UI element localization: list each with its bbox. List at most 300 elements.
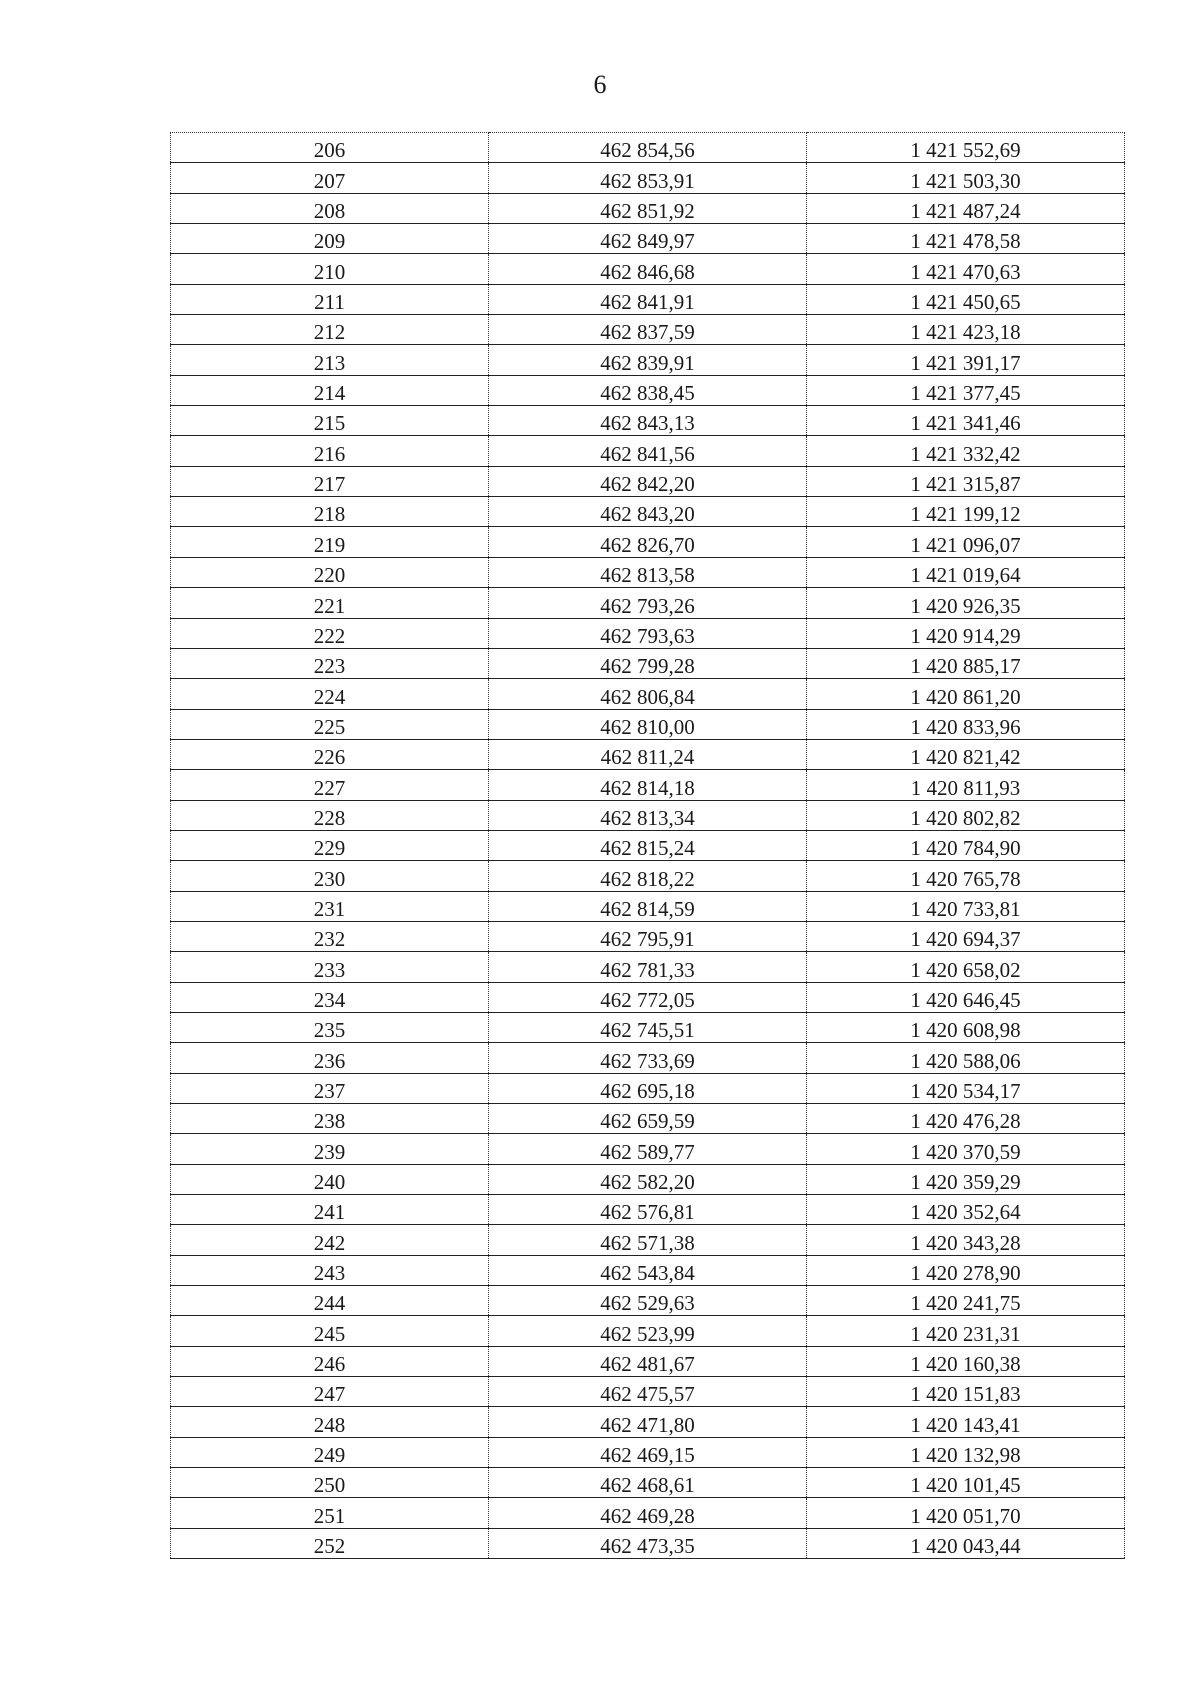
cell-text: 212 [313,320,346,345]
x-coordinate-cell [489,1164,807,1194]
cell-text: 225 [313,714,346,739]
cell-text: 210 [313,259,346,284]
cell-text: 1 420 821,42 [910,745,1021,770]
table-row [171,557,1125,587]
cell-text: 462 826,70 [600,532,695,557]
cell-text: 1 421 019,64 [910,563,1021,588]
x-coordinate-cell [489,739,807,769]
table-row [171,1195,1125,1225]
cell-text: 462 473,35 [600,1534,695,1559]
table-row [171,1073,1125,1103]
cell-text: 462 529,63 [600,1291,695,1316]
table-row [171,982,1125,1012]
point-number-cell [171,1498,489,1528]
cell-text: 219 [313,532,346,557]
x-coordinate-cell [489,1346,807,1376]
cell-text: 462 793,26 [600,593,695,618]
point-number-cell [171,1195,489,1225]
cell-text: 221 [313,593,346,618]
cell-text: 462 806,84 [600,684,695,709]
x-coordinate-cell [489,345,807,375]
point-number-cell [171,1468,489,1498]
cell-text: 209 [313,229,346,254]
x-coordinate-cell [489,709,807,739]
point-number-cell [171,527,489,557]
table-row [171,1377,1125,1407]
cell-text: 1 421 487,24 [910,199,1021,224]
y-coordinate-cell [807,375,1125,405]
x-coordinate-cell [489,770,807,800]
y-coordinate-cell [807,1316,1125,1346]
x-coordinate-cell [489,557,807,587]
x-coordinate-cell [489,1134,807,1164]
x-coordinate-cell [489,1528,807,1558]
cell-text: 1 420 694,37 [910,927,1021,952]
cell-text: 462 695,18 [600,1079,695,1103]
cell-text: 244 [313,1291,346,1316]
cell-text: 462 523,99 [600,1321,695,1346]
point-number-cell [171,254,489,284]
x-coordinate-cell [489,315,807,345]
table-row [171,284,1125,314]
cell-text: 217 [313,472,346,497]
cell-text: 251 [313,1503,346,1528]
point-number-cell [171,1316,489,1346]
y-coordinate-cell [807,830,1125,860]
table-row [171,891,1125,921]
point-number-cell [171,284,489,314]
point-number-cell [171,497,489,527]
point-number-cell [171,952,489,982]
table-row [171,1043,1125,1073]
table-row [171,375,1125,405]
cell-text: 238 [313,1109,346,1134]
x-coordinate-cell [489,1195,807,1225]
cell-text: 462 853,91 [600,168,695,193]
point-number-cell [171,224,489,254]
point-number-cell [171,1043,489,1073]
cell-text: 1 421 315,87 [910,472,1021,497]
cell-text: 1 421 552,69 [910,138,1021,163]
x-coordinate-cell [489,982,807,1012]
cell-text: 250 [313,1473,346,1498]
cell-text: 224 [313,684,346,709]
x-coordinate-cell [489,679,807,709]
y-coordinate-cell [807,1073,1125,1103]
cell-text: 1 420 733,81 [910,896,1021,921]
table-row [171,709,1125,739]
cell-text: 1 420 534,17 [910,1079,1021,1103]
cell-text: 215 [313,411,346,436]
cell-text: 245 [313,1321,346,1346]
point-number-cell [171,1407,489,1437]
cell-text: 1 421 377,45 [910,381,1021,406]
cell-text: 462 846,68 [600,259,695,284]
y-coordinate-cell [807,770,1125,800]
table-row [171,1498,1125,1528]
cell-text: 462 842,20 [600,472,695,497]
cell-text: 462 543,84 [600,1261,695,1286]
table-row [171,952,1125,982]
point-number-cell [171,466,489,496]
x-coordinate-cell [489,952,807,982]
cell-text: 228 [313,805,346,830]
cell-text: 462 589,77 [600,1139,695,1164]
cell-text: 1 421 341,46 [910,411,1021,436]
cell-text: 249 [313,1443,346,1468]
point-number-cell [171,1104,489,1134]
y-coordinate-cell [807,800,1125,830]
y-coordinate-cell [807,436,1125,466]
cell-text: 1 420 051,70 [910,1503,1021,1528]
cell-text: 1 420 359,29 [910,1170,1021,1195]
cell-text: 1 421 199,12 [910,502,1021,527]
cell-text: 462 843,20 [600,502,695,527]
y-coordinate-cell [807,709,1125,739]
cell-text: 1 421 478,58 [910,229,1021,254]
x-coordinate-cell [489,1012,807,1042]
cell-text: 1 420 811,93 [910,775,1021,800]
point-number-cell [171,1528,489,1558]
x-coordinate-cell [489,163,807,193]
y-coordinate-cell [807,1255,1125,1285]
cell-text: 462 745,51 [600,1018,695,1043]
y-coordinate-cell [807,1528,1125,1558]
cell-text: 206 [313,138,346,163]
x-coordinate-cell [489,1286,807,1316]
table-row [171,800,1125,830]
point-number-cell [171,406,489,436]
cell-text: 462 838,45 [600,381,695,406]
point-number-cell [171,1346,489,1376]
cell-text: 1 420 926,35 [910,593,1021,618]
table-row [171,1164,1125,1194]
y-coordinate-cell [807,1377,1125,1407]
cell-text: 462 841,56 [600,441,695,466]
x-coordinate-cell [489,466,807,496]
y-coordinate-cell [807,1225,1125,1255]
table-row [171,1286,1125,1316]
x-coordinate-cell [489,193,807,223]
cell-text: 237 [313,1079,346,1103]
point-number-cell [171,588,489,618]
cell-text: 1 420 160,38 [910,1352,1021,1377]
x-coordinate-cell [489,800,807,830]
x-coordinate-cell [489,224,807,254]
cell-text: 220 [313,563,346,588]
x-coordinate-cell [489,1407,807,1437]
point-number-cell [171,921,489,951]
x-coordinate-cell [489,1225,807,1255]
point-number-cell [171,345,489,375]
y-coordinate-cell [807,557,1125,587]
point-number-cell [171,1164,489,1194]
cell-text: 234 [313,987,346,1012]
x-coordinate-cell [489,1468,807,1498]
cell-text: 230 [313,866,346,891]
cell-text: 1 420 231,31 [910,1321,1021,1346]
table-row [171,861,1125,891]
point-number-cell [171,436,489,466]
point-number-cell [171,557,489,587]
x-coordinate-cell [489,1104,807,1134]
cell-text: 231 [313,896,346,921]
x-coordinate-cell [489,406,807,436]
cell-text: 1 420 043,44 [910,1534,1021,1559]
point-number-cell [171,679,489,709]
cell-text: 462 772,05 [600,987,695,1012]
cell-text: 232 [313,927,346,952]
cell-text: 213 [313,350,346,375]
x-coordinate-cell [489,861,807,891]
y-coordinate-cell [807,466,1125,496]
x-coordinate-cell [489,1255,807,1285]
coordinates-table-body [171,133,1125,1559]
y-coordinate-cell [807,588,1125,618]
cell-text: 218 [313,502,346,527]
cell-text: 462 469,15 [600,1443,695,1468]
point-number-cell [171,739,489,769]
cell-text: 462 471,80 [600,1412,695,1437]
y-coordinate-cell [807,952,1125,982]
cell-text: 1 420 241,75 [910,1291,1021,1316]
x-coordinate-cell [489,1043,807,1073]
point-number-cell [171,861,489,891]
cell-text: 1 420 914,29 [910,623,1021,648]
y-coordinate-cell [807,1437,1125,1467]
cell-text: 1 421 423,18 [910,320,1021,345]
table-row [171,1255,1125,1285]
cell-text: 462 481,67 [600,1352,695,1377]
y-coordinate-cell [807,891,1125,921]
cell-text: 462 813,58 [600,563,695,588]
y-coordinate-cell [807,315,1125,345]
table-row [171,1468,1125,1498]
cell-text: 462 469,28 [600,1503,695,1528]
table-row [171,163,1125,193]
cell-text: 1 420 352,64 [910,1200,1021,1225]
cell-text: 242 [313,1230,346,1255]
y-coordinate-cell [807,1286,1125,1316]
cell-text: 462 837,59 [600,320,695,345]
table-row [171,648,1125,678]
table-row [171,830,1125,860]
cell-text: 462 781,33 [600,957,695,982]
cell-text: 233 [313,957,346,982]
cell-text: 462 810,00 [600,714,695,739]
table-row [171,770,1125,800]
point-number-cell [171,375,489,405]
y-coordinate-cell [807,861,1125,891]
x-coordinate-cell [489,527,807,557]
cell-text: 208 [313,199,346,224]
cell-text: 462 582,20 [600,1170,695,1195]
point-number-cell [171,1134,489,1164]
cell-text: 248 [313,1412,346,1437]
x-coordinate-cell [489,1437,807,1467]
cell-text: 235 [313,1018,346,1043]
cell-text: 462 468,61 [600,1473,695,1498]
cell-text: 229 [313,836,346,861]
cell-text: 1 420 101,45 [910,1473,1021,1498]
y-coordinate-cell [807,1407,1125,1437]
table-row [171,618,1125,648]
point-number-cell [171,1073,489,1103]
cell-text: 462 843,13 [600,411,695,436]
point-number-cell [171,770,489,800]
cell-text: 1 420 608,98 [910,1018,1021,1043]
x-coordinate-cell [489,1498,807,1528]
y-coordinate-cell [807,163,1125,193]
cell-text: 1 421 332,42 [910,441,1021,466]
x-coordinate-cell [489,284,807,314]
cell-text: 462 571,38 [600,1230,695,1255]
y-coordinate-cell [807,224,1125,254]
x-coordinate-cell [489,1073,807,1103]
cell-text: 214 [313,381,346,406]
y-coordinate-cell [807,254,1125,284]
table-row [171,679,1125,709]
cell-text: 1 420 861,20 [910,684,1021,709]
cell-text: 462 795,91 [600,927,695,952]
cell-text: 1 421 503,30 [910,168,1021,193]
cell-text: 1 421 470,63 [910,259,1021,284]
cell-text: 239 [313,1139,346,1164]
cell-text: 462 814,59 [600,896,695,921]
cell-text: 462 854,56 [600,138,695,163]
x-coordinate-cell [489,436,807,466]
cell-text: 211 [314,290,345,315]
cell-text: 223 [313,654,346,679]
table-row [171,1316,1125,1346]
x-coordinate-cell [489,1316,807,1346]
y-coordinate-cell [807,618,1125,648]
y-coordinate-cell [807,739,1125,769]
cell-text: 462 799,28 [600,654,695,679]
cell-text: 1 420 278,90 [910,1261,1021,1286]
y-coordinate-cell [807,527,1125,557]
point-number-cell [171,618,489,648]
table-row [171,466,1125,496]
y-coordinate-cell [807,982,1125,1012]
table-row [171,345,1125,375]
cell-text: 462 813,34 [600,805,695,830]
x-coordinate-cell [489,497,807,527]
table-row [171,436,1125,466]
cell-text: 462 839,91 [600,350,695,375]
point-number-cell [171,982,489,1012]
cell-text: 216 [313,441,346,466]
y-coordinate-cell [807,1043,1125,1073]
cell-text: 1 420 132,98 [910,1443,1021,1468]
table-row [171,921,1125,951]
coordinates-table [170,132,1125,1559]
cell-text: 1 420 646,45 [910,987,1021,1012]
point-number-cell [171,648,489,678]
cell-text: 1 420 784,90 [910,836,1021,861]
point-number-cell [171,1377,489,1407]
cell-text: 462 814,18 [600,775,695,800]
point-number-cell [171,709,489,739]
y-coordinate-cell [807,1498,1125,1528]
y-coordinate-cell [807,679,1125,709]
cell-text: 462 849,97 [600,229,695,254]
y-coordinate-cell [807,1195,1125,1225]
table-row [171,1225,1125,1255]
table-row [171,406,1125,436]
table-row [171,133,1125,163]
cell-text: 462 475,57 [600,1382,695,1407]
x-coordinate-cell [489,830,807,860]
point-number-cell [171,891,489,921]
cell-text: 222 [313,623,346,648]
cell-text: 207 [313,168,346,193]
table-row [171,588,1125,618]
cell-text: 1 421 096,07 [910,532,1021,557]
point-number-cell [171,830,489,860]
point-number-cell [171,133,489,163]
cell-text: 1 420 151,83 [910,1382,1021,1407]
cell-text: 1 421 391,17 [910,350,1021,375]
point-number-cell [171,1255,489,1285]
x-coordinate-cell [489,618,807,648]
table-row [171,1134,1125,1164]
y-coordinate-cell [807,1134,1125,1164]
table-row [171,1012,1125,1042]
table-row [171,254,1125,284]
table-row [171,527,1125,557]
x-coordinate-cell [489,375,807,405]
cell-text: 243 [313,1261,346,1286]
y-coordinate-cell [807,1164,1125,1194]
y-coordinate-cell [807,1104,1125,1134]
cell-text: 236 [313,1048,346,1073]
cell-text: 462 576,81 [600,1200,695,1225]
table-row [171,739,1125,769]
point-number-cell [171,193,489,223]
point-number-cell [171,800,489,830]
cell-text: 1 420 802,82 [910,805,1021,830]
cell-text: 1 420 588,06 [910,1048,1021,1073]
table-row [171,315,1125,345]
table-row [171,497,1125,527]
y-coordinate-cell [807,1346,1125,1376]
point-number-cell [171,1225,489,1255]
cell-text: 246 [313,1352,346,1377]
point-number-cell [171,163,489,193]
cell-text: 1 420 343,28 [910,1230,1021,1255]
x-coordinate-cell [489,133,807,163]
cell-text: 227 [313,775,346,800]
y-coordinate-cell [807,284,1125,314]
table-row [171,1437,1125,1467]
cell-text: 241 [313,1200,346,1225]
point-number-cell [171,315,489,345]
y-coordinate-cell [807,193,1125,223]
table-row [171,224,1125,254]
y-coordinate-cell [807,497,1125,527]
cell-text: 462 841,91 [600,290,695,315]
point-number-cell [171,1437,489,1467]
y-coordinate-cell [807,406,1125,436]
y-coordinate-cell [807,921,1125,951]
cell-text: 1 420 833,96 [910,714,1021,739]
cell-text: 462 818,22 [600,866,695,891]
cell-text: 1 420 143,41 [910,1412,1021,1437]
table-row [171,193,1125,223]
cell-text: 462 793,63 [600,623,695,648]
page-number: 6 [593,70,607,99]
